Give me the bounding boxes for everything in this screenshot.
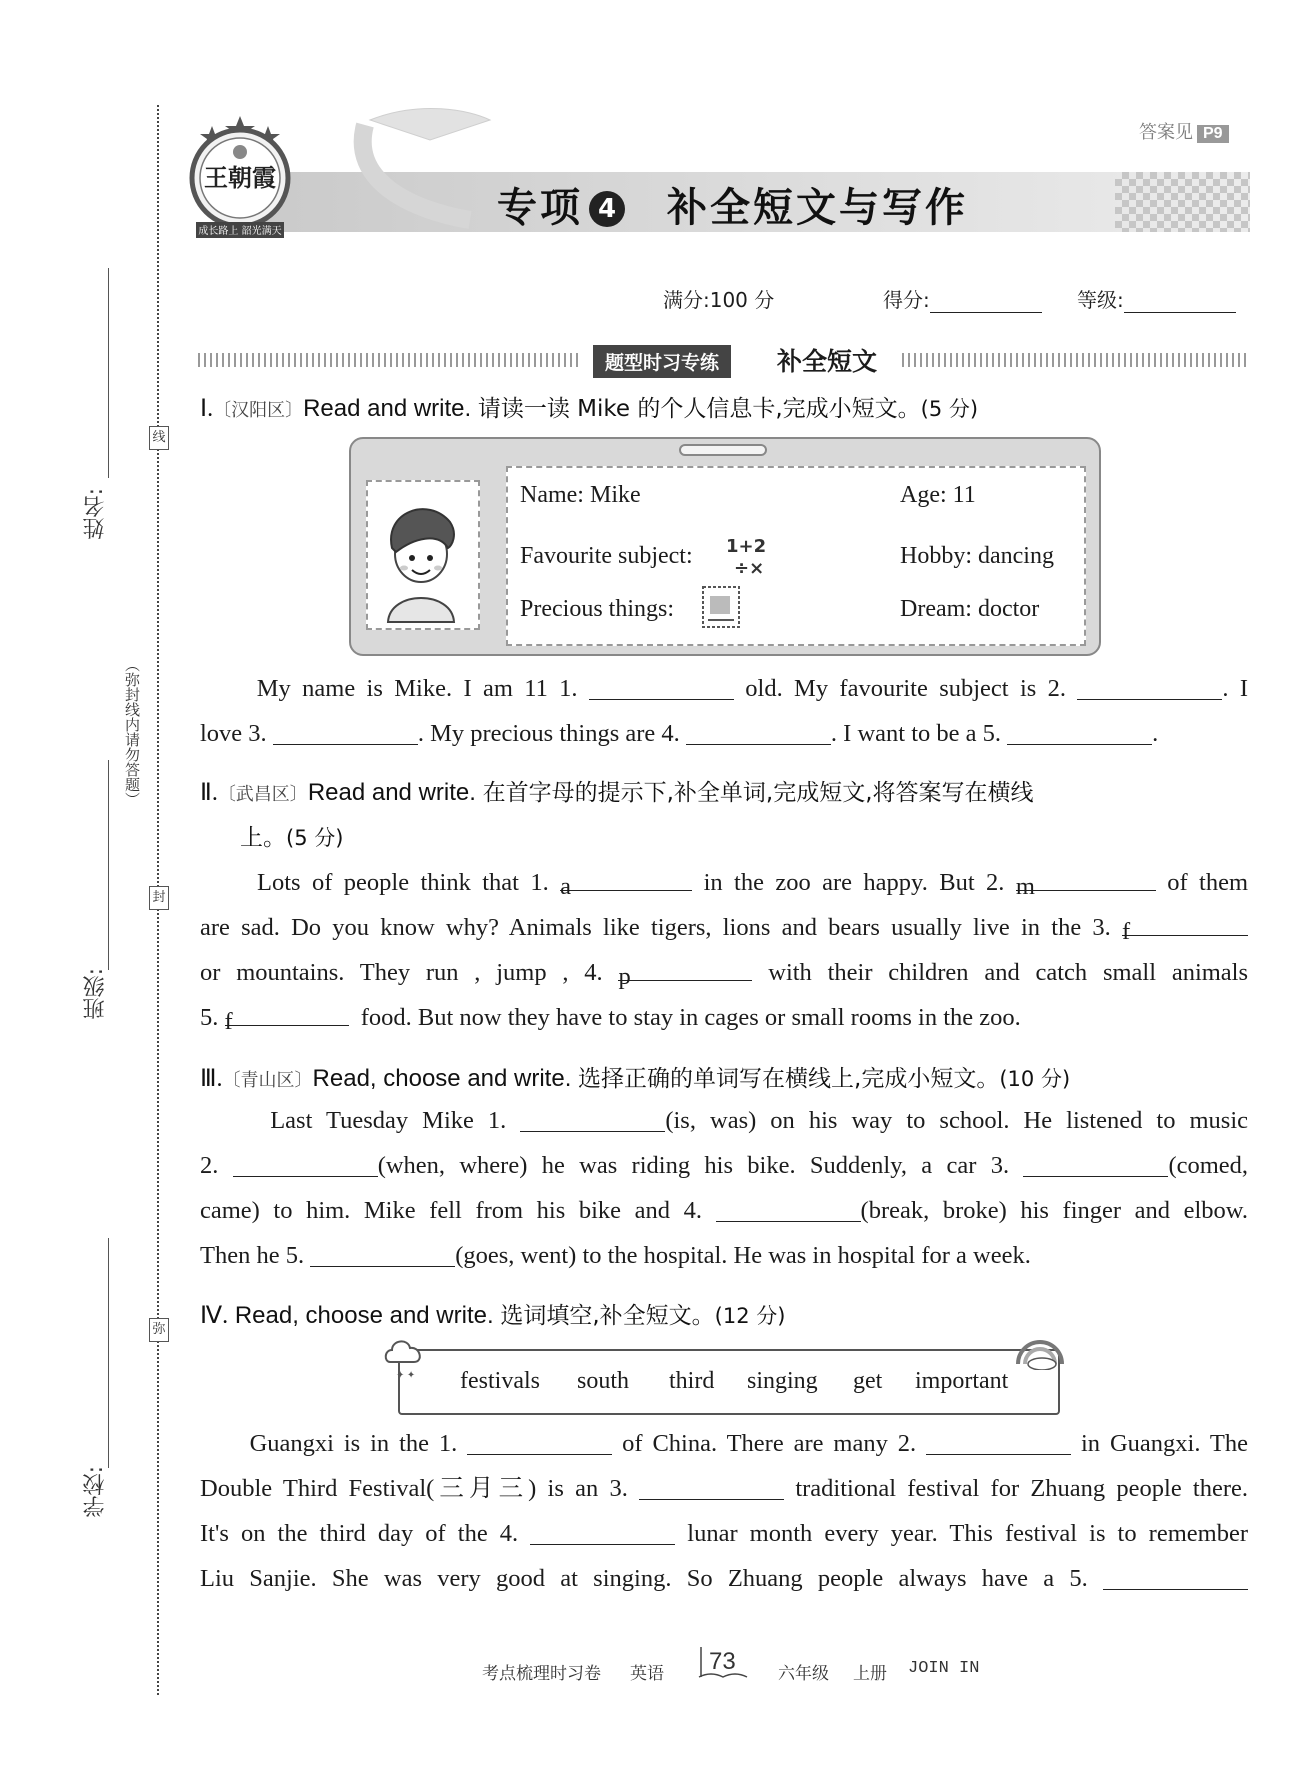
school-label: 学校: xyxy=(83,1466,108,1518)
footer-subject: 英语 xyxy=(630,1664,664,1684)
title-prefix: 专项 xyxy=(497,185,583,231)
full-score: 满分:100 分 xyxy=(663,288,775,312)
q4-blank-4[interactable] xyxy=(530,1518,675,1545)
mike-photo-frame xyxy=(366,480,480,630)
cloud-icon xyxy=(382,1336,428,1382)
score-label: 得分: xyxy=(883,288,930,312)
brand-logo xyxy=(180,100,500,260)
section-tag: 题型时习专练 xyxy=(593,345,731,378)
seal-notice: （弥封线内请勿答题） xyxy=(123,657,141,807)
logo-brand-text: 王朝霞 xyxy=(204,164,276,192)
school-write-line[interactable] xyxy=(108,1238,109,1468)
card-subject: Favourite subject: xyxy=(520,543,693,569)
mike-avatar-illustration xyxy=(368,482,474,624)
q4-heading: Ⅳ. Read, choose and write. 选词填空,补全短文。(12 分) xyxy=(200,1302,786,1329)
svg-text:1+2: 1+2 xyxy=(726,536,767,557)
score-field[interactable] xyxy=(883,284,1042,313)
q4-blank-2[interactable] xyxy=(926,1428,1071,1455)
footer-volume: 上册 xyxy=(853,1664,887,1684)
q3-blank-4[interactable] xyxy=(716,1195,861,1222)
math-symbols-icon xyxy=(724,532,776,580)
page-number: 73 xyxy=(709,1648,736,1675)
logo-motto-text: 成长路上 韶光满天 xyxy=(198,226,282,237)
answer-reference xyxy=(1139,118,1229,144)
word-option: third xyxy=(669,1368,715,1394)
word-option: singing xyxy=(747,1368,818,1394)
q4-blank-1[interactable] xyxy=(467,1428,612,1455)
q2-blank-1[interactable]: a xyxy=(560,864,692,891)
q1-passage: My name is Mike. I am 11 1. old. My favourite subject is 2. . I love 3. . My precious things are 4. . I want to be a 5. . xyxy=(200,675,1249,747)
seal-mark-line: 线 xyxy=(149,426,169,450)
title-text: 补全短文与写作 xyxy=(667,185,968,231)
answer-ref-label: 答案见 xyxy=(1139,122,1193,143)
q1-heading: Ⅰ.〔汉阳区〕Read and write. 请读一读 Mike 的个人信息卡,完成小短文。(5 分) xyxy=(200,395,979,422)
answer-ref-page: P9 xyxy=(1197,125,1229,143)
seal-mark-seal: 封 xyxy=(149,886,169,910)
card-things: Precious things: xyxy=(520,596,674,622)
q3-blank-3[interactable] xyxy=(1023,1150,1168,1177)
q4-passage: Guangxi is in the 1. of China. There are many 2. in Guangxi. The Double Third Festival(三月三) is an 3. traditional festival for Zhuang people there. It's on the third day of the 4. lunar month every year. This festival is to remember Liu Sanjie. She was very good at singing. So Zhuang people always have a 5. xyxy=(200,1430,1249,1592)
title-number-badge: 4 xyxy=(589,191,625,227)
svg-text:✦ ✦: ✦ ✦ xyxy=(396,1370,416,1381)
q1-blank-1[interactable] xyxy=(589,673,734,700)
seal-mark-mi: 弥 xyxy=(149,1318,169,1342)
class-label: 班级: xyxy=(83,968,108,1020)
class-write-line[interactable] xyxy=(108,760,109,970)
grade-label: 等级: xyxy=(1077,288,1124,312)
word-option: festivals xyxy=(460,1368,540,1394)
q2-blank-5[interactable]: f xyxy=(225,999,349,1026)
footer-book: 考点梳理时习卷 xyxy=(482,1664,601,1684)
footer-edition: JOIN IN xyxy=(908,1659,980,1678)
banner-checker-pattern xyxy=(1115,172,1250,232)
svg-text:÷×: ÷× xyxy=(734,558,765,579)
name-label: 姓名: xyxy=(83,488,108,540)
stamp-album-icon xyxy=(700,584,742,630)
q1-blank-5[interactable] xyxy=(1007,718,1152,745)
q1-blank-4[interactable] xyxy=(686,718,831,745)
card-name: Name: Mike xyxy=(520,482,641,508)
q2-blank-3[interactable]: f xyxy=(1122,909,1248,936)
q2-heading: Ⅱ.〔武昌区〕Read and write. 在首字母的提示下,补全单词,完成短文,将答案写在横线 xyxy=(200,779,1034,806)
q3-blank-5[interactable] xyxy=(310,1240,455,1267)
footer-grade: 六年级 xyxy=(778,1664,829,1684)
q3-passage: Last Tuesday Mike 1. (is, was) on his way to school. He listened to music 2. (when, where) he was riding his bike. Suddenly, a car 3. (comed, came) to him. Mike fell from his bike and 4. (break, broke) his finger and elbow. Then he 5. (goes, went) to the hospital. He was in hospital for a week. xyxy=(200,1107,1249,1269)
card-age: Age: 11 xyxy=(900,482,976,508)
rainbow-icon xyxy=(1012,1330,1068,1370)
q3-heading: Ⅲ.〔青山区〕Read, choose and write. 选择正确的单词写在横线上,完成小短文。(10 分) xyxy=(200,1065,1071,1092)
q2-passage: Lots of people think that 1. a in the zoo are happy. But 2. m of them are sad. Do you know why? Animals like tigers, lions and bears usually live in the 3. f or mountains. They run , jump , 4. p with their children and catch small animals 5. f food. But now they have to stay in cages or small rooms in the zoo. xyxy=(200,860,1248,1040)
q1-blank-2[interactable] xyxy=(1077,673,1222,700)
section-stripe-left xyxy=(198,353,580,367)
card-hobby: Hobby: dancing xyxy=(900,543,1054,569)
q3-blank-2[interactable] xyxy=(233,1150,378,1177)
section-stripe-right xyxy=(902,353,1250,367)
q4-blank-3[interactable] xyxy=(639,1473,784,1500)
card-handle xyxy=(679,444,767,456)
q1-blank-3[interactable] xyxy=(273,718,418,745)
section-title: 补全短文 xyxy=(777,347,878,376)
name-write-line[interactable] xyxy=(108,268,109,478)
word-option: south xyxy=(577,1368,630,1394)
word-option: important xyxy=(915,1368,1009,1394)
page-title xyxy=(497,176,968,233)
card-dream: Dream: doctor xyxy=(900,596,1040,622)
q2-blank-4[interactable]: p xyxy=(618,954,752,981)
grade-field[interactable] xyxy=(1077,284,1236,313)
q2-heading-cont: 上。(5 分) xyxy=(240,825,344,851)
q4-blank-5[interactable] xyxy=(1103,1563,1248,1590)
q2-blank-2[interactable]: m xyxy=(1016,864,1156,891)
word-option: get xyxy=(853,1368,883,1394)
q3-blank-1[interactable] xyxy=(520,1105,665,1132)
